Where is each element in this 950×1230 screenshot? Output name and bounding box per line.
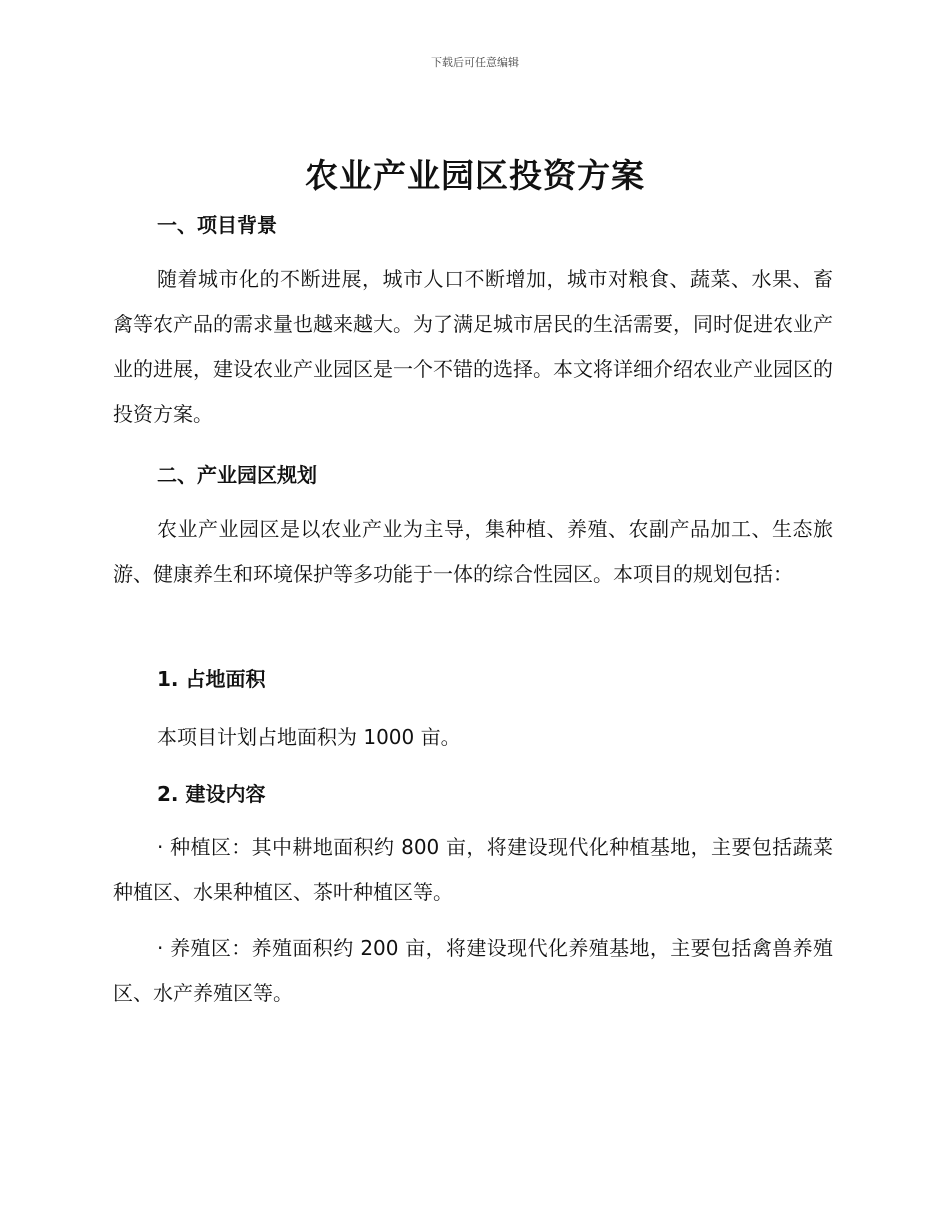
subheading-construction: 2. 建设内容	[157, 782, 266, 806]
paragraph-background: 随着城市化的不断进展，城市人口不断增加，城市对粮食、蔬菜、水果、畜禽等农产品的需求量也越来越大。为了满足城市居民的生活需要，同时促进农业产业的进展，建设农业产业园区是一个不错的选择。本文将详细介绍农业产业园区的投资方案。	[113, 267, 833, 426]
paragraph-planning: 农业产业园区是以农业产业为主导，集种植、养殖、农副产品加工、生态旅游、健康养生和环境保护等多功能于一体的综合性园区。本项目的规划包括：	[113, 517, 833, 586]
section-heading-planning: 二、产业园区规划	[157, 463, 317, 487]
header-note: 下载后可任意编辑	[431, 56, 519, 69]
document-title: 农业产业园区投资方案	[305, 156, 645, 195]
section-heading-background: 一、项目背景	[157, 213, 277, 237]
list-item-planting-zone: · 种植区：其中耕地面积约 800 亩，将建设现代化种植基地，主要包括蔬菜种植区、水果种植区、茶叶种植区等。	[113, 835, 833, 904]
subheading-land-area: 1. 占地面积	[157, 667, 266, 691]
list-item-breeding-zone: · 养殖区：养殖面积约 200 亩，将建设现代化养殖基地，主要包括禽兽养殖区、水产养殖区等。	[113, 936, 833, 1005]
land-area-text: 本项目计划占地面积为 1000 亩。	[157, 725, 461, 749]
